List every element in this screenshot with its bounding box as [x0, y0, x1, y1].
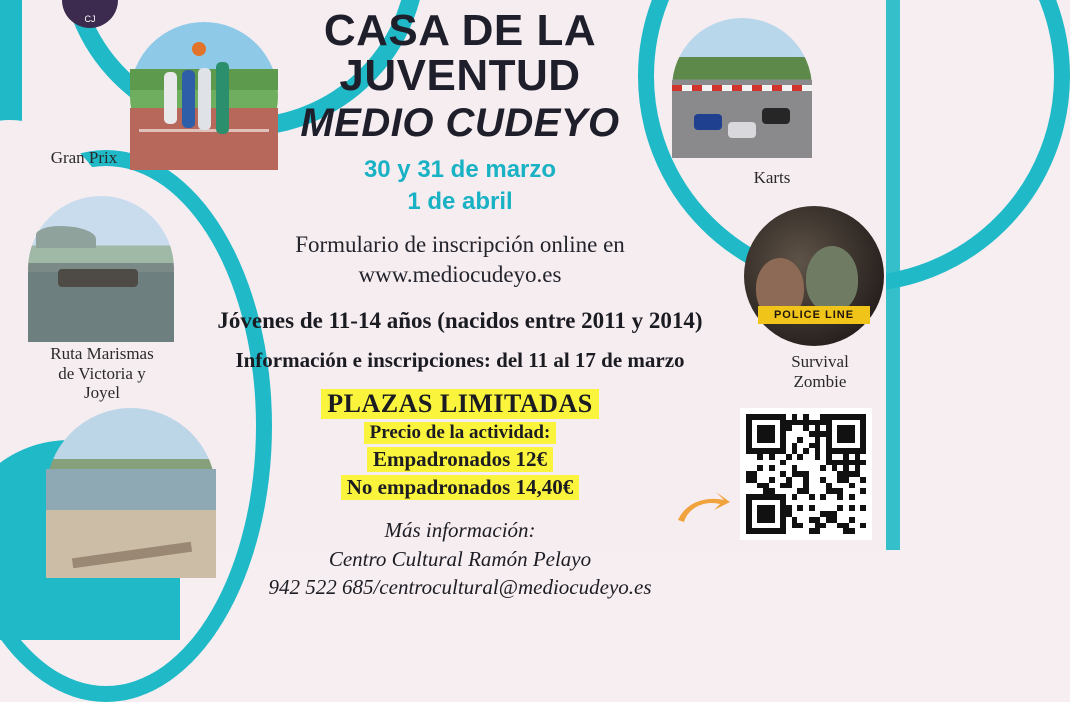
label-line-2: de Victoria y	[58, 363, 146, 383]
event-date-line-1: 30 y 31 de marzo	[363, 155, 557, 183]
police-line-banner: POLICE LINE	[758, 306, 870, 324]
price-resident: Empadronados 12€	[367, 447, 553, 472]
logo-label: CJ	[84, 14, 96, 24]
registration-url[interactable]: www.mediocudeyo.es	[358, 262, 562, 288]
age-requirement: Jóvenes de 11-14 años (nacidos entre 2011 y 2014)	[217, 308, 703, 334]
decorative-right-bar	[886, 0, 900, 550]
poster-text-block	[200, 8, 720, 601]
photo-ruta-marismas	[28, 196, 174, 342]
hill-shape	[36, 226, 96, 248]
kart-vehicle	[728, 122, 756, 138]
more-info-heading: Más información:	[384, 518, 536, 543]
label-line-1: Survival	[791, 352, 849, 371]
label-line-3: Joyel	[84, 383, 120, 403]
page-title-line-1: CASA DE LA	[323, 6, 597, 55]
label-line-2: Zombie	[793, 371, 847, 391]
qr-code[interactable]	[740, 408, 872, 540]
signup-period: Información e inscripciones: del 11 al 17 de marzo	[235, 348, 685, 373]
price-non-resident: No empadronados 14,40€	[341, 475, 580, 500]
price-highlight-block	[321, 389, 598, 500]
more-info-block	[200, 516, 720, 601]
label-survival-zombie	[760, 352, 880, 391]
photo-beach-walk	[46, 408, 216, 578]
page-subtitle-municipality: MEDIO CUDEYO	[300, 100, 620, 145]
kart-vehicle	[762, 108, 790, 124]
event-dates	[200, 154, 720, 219]
qr-code-grid	[746, 414, 866, 534]
registration-text: Formulario de inscripción online en	[295, 232, 625, 258]
label-karts: Karts	[753, 168, 791, 187]
more-info-venue: Centro Cultural Ramón Pelayo	[328, 546, 592, 571]
photo-survival-zombie	[744, 206, 884, 346]
player-figure	[182, 70, 195, 128]
player-figure	[164, 72, 177, 124]
more-info-contact[interactable]: 942 522 685/centrocultural@mediocudeyo.es	[268, 574, 652, 599]
event-date-line-2: 1 de abril	[407, 188, 513, 216]
label-gran-prix: Gran Prix	[50, 148, 118, 167]
arrow-right-svg	[676, 488, 732, 528]
page-title-line-2: JUVENTUD	[339, 51, 581, 101]
registration-info	[200, 230, 720, 290]
zombie-face	[806, 246, 858, 312]
label-ruta-marismas	[12, 344, 192, 403]
price-label: Precio de la actividad:	[364, 422, 557, 444]
label-line-1: Ruta Marismas	[50, 344, 154, 363]
arrow-right-icon	[676, 488, 732, 528]
sea-band	[46, 469, 216, 510]
rock-formation	[58, 269, 138, 287]
limited-slots-badge: PLAZAS LIMITADAS	[321, 389, 598, 419]
